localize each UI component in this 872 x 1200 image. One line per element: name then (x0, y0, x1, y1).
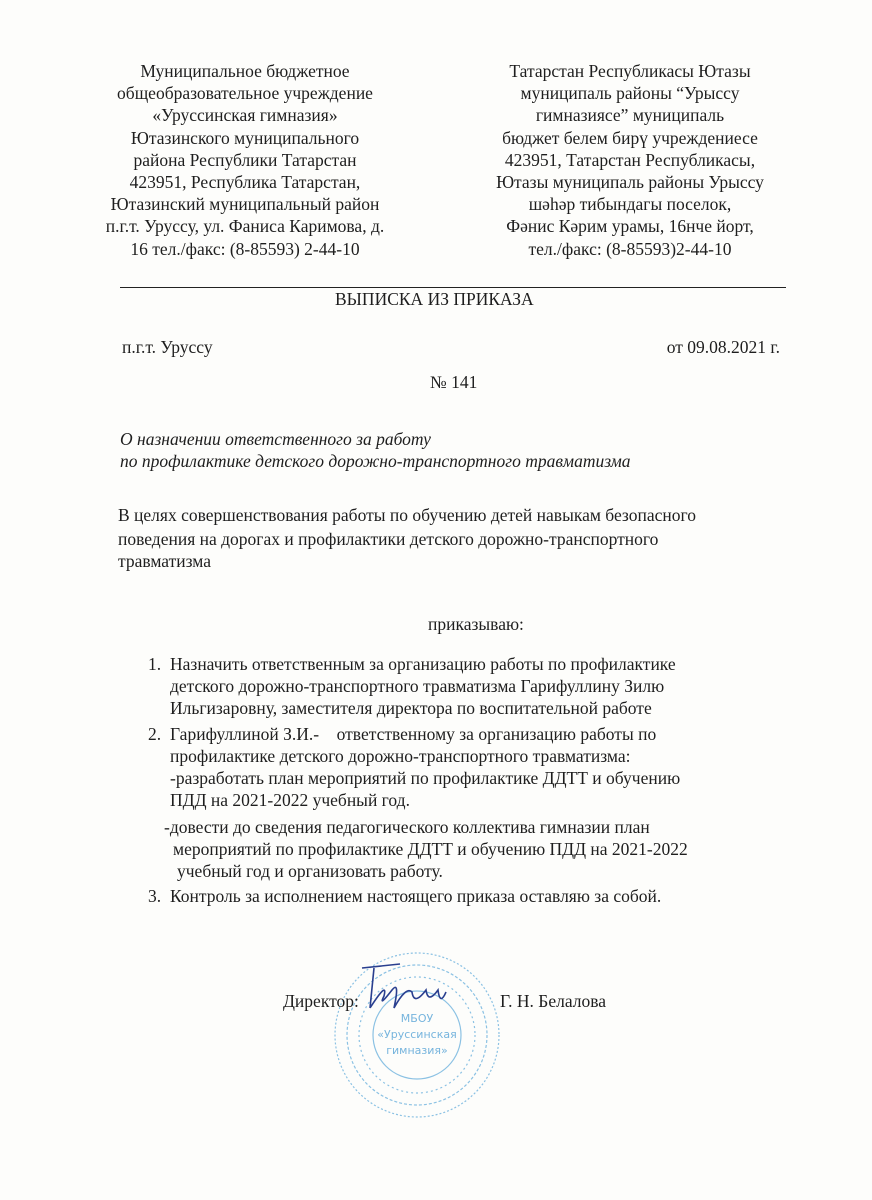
subject-line: по профилактике детского дорожно-транспортного травматизма (120, 451, 631, 471)
place: п.г.т. Уруссу (122, 337, 213, 357)
header-line: муниципаль районы “Урыссу (520, 83, 740, 104)
preamble-line: травматизма (118, 551, 212, 571)
item-line: учебный год и организовать работу. (177, 861, 443, 881)
preamble-line: В целях совершенствования работы по обучению детей навыкам безопасного (118, 505, 697, 525)
header-line: шәһәр тибындагы поселок, (528, 194, 732, 215)
item-line: Гарифуллиной З.И.- ответственному за организацию работы по (170, 724, 657, 744)
header-line: 423951, Республика Татарстан, (129, 172, 361, 193)
signer-name: Г. Н. Белалова (500, 991, 607, 1011)
header-left (75, 60, 415, 260)
stamp-text: МБОУ (400, 1012, 434, 1025)
header-line: Ютазы муниципаль районы Урыссу (496, 172, 764, 193)
header-line: 16 тел./факс: (8-85593) 2-44-10 (130, 238, 360, 259)
header-line: Ютазинский муниципальный район (110, 194, 380, 215)
header-line: района Республики Татарстан (133, 149, 357, 170)
header-line: гимназиясе” муниципаль (535, 105, 725, 126)
stamp-text: «Уруссинская (377, 1028, 457, 1041)
signer-title: Директор: (283, 991, 359, 1011)
official-stamp (330, 950, 505, 1120)
header-line: Фәнис Кәрим урамы, 16нче йорт, (506, 216, 754, 237)
header-line: бюджет белем бирү учреждениесе (502, 127, 758, 148)
item-line: Назначить ответственным за организацию работы по профилактике (170, 654, 676, 674)
item-line: Контроль за исполнением настоящего приказа оставляю за собой. (170, 886, 662, 906)
header-line: общеобразовательное учреждение (117, 83, 373, 104)
order-number: № 141 (430, 372, 478, 392)
header-line: п.г.т. Уруссу, ул. Фаниса Каримова, д. (105, 216, 385, 237)
item-line: ПДД на 2021-2022 учебный год. (170, 790, 410, 810)
date: от 09.08.2021 г. (666, 337, 780, 357)
item-line: -разработать план мероприятий по профилактике ДДТТ и обучению (170, 768, 681, 788)
header-line: «Уруссинская гимназия» (152, 105, 338, 126)
item-number: 3. (148, 886, 162, 906)
item-line: детского дорожно-транспортного травматизма Гарифуллину Зилю (170, 676, 665, 696)
header-line: Ютазинского муниципального (130, 127, 360, 148)
item-number: 1. (148, 654, 162, 674)
stamp-text: гимназия» (386, 1044, 448, 1057)
document-title: ВЫПИСКА ИЗ ПРИКАЗА (335, 289, 534, 309)
signature (362, 964, 446, 1008)
header-line: Татарстан Республикасы Ютазы (509, 61, 751, 81)
header-line: тел./факс: (8-85593)2-44-10 (528, 238, 732, 259)
item-line: мероприятий по профилактике ДДТТ и обучению ПДД на 2021-2022 (173, 839, 688, 859)
header-line: 423951, Татарстан Республикасы, (504, 149, 756, 170)
order-word: приказываю: (428, 614, 524, 634)
item-line: -довести до сведения педагогического коллектива гимназии план (164, 817, 650, 837)
item-line: Ильгизаровну, заместителя директора по воспитательной работе (170, 698, 652, 718)
header-line: Муниципальное бюджетное (140, 61, 350, 81)
preamble-line: поведения на дорогах и профилактики детского дорожно-транспортного (118, 529, 659, 549)
item-number: 2. (148, 724, 162, 744)
item-line: профилактике детского дорожно-транспортного травматизма: (170, 746, 631, 766)
subject-line: О назначении ответственного за работу (120, 429, 431, 449)
header-right (460, 60, 800, 260)
